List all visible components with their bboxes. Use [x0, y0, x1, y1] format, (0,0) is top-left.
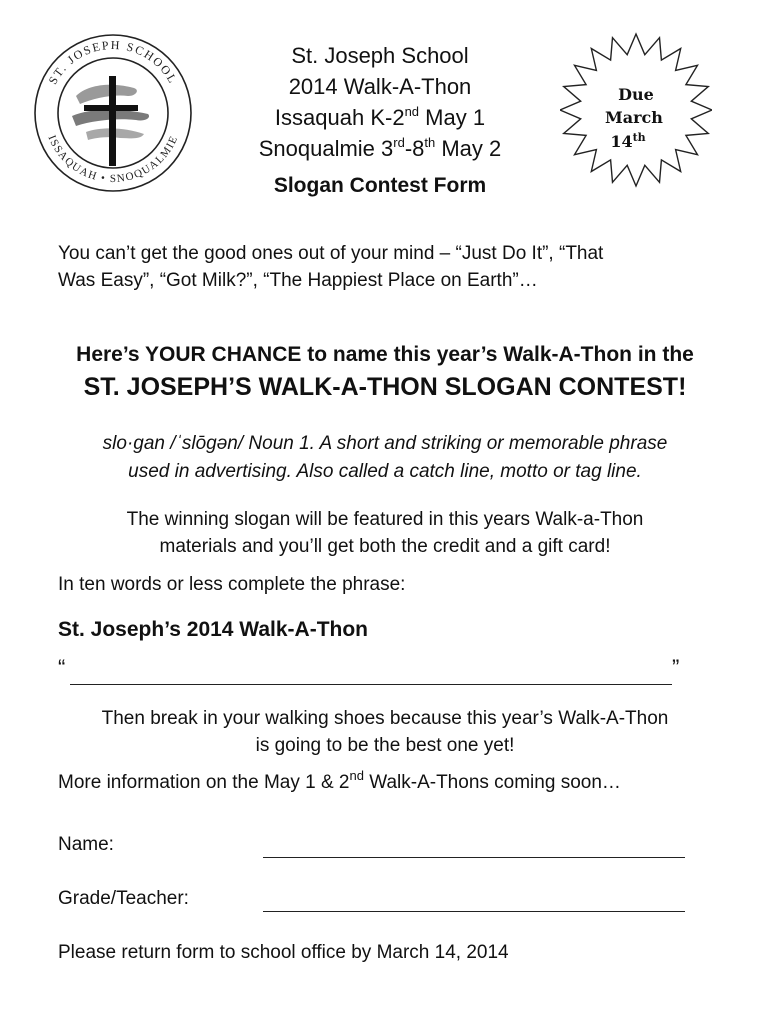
- prize-description: The winning slogan will be featured in this years Walk-a-Thon materials and you’ll get both the credit and a gift card!: [126, 509, 644, 557]
- more-info-text: More information on the May 1 & 2nd Walk-A-Thons coming soon…: [58, 767, 621, 793]
- open-quote: “: [58, 655, 66, 680]
- seal-bottom-text: ISSAQUAH • SNOQUALMIE: [45, 133, 181, 186]
- return-instructions: Please return form to school office by March 14, 2014: [58, 942, 509, 963]
- issaquah-date: Issaquah K-2nd May 1: [274, 103, 486, 130]
- school-name: St. Joseph School: [291, 43, 469, 68]
- contest-heading-line2: ST. JOSEPH’S WALK-A-THON SLOGAN CONTEST!: [83, 373, 687, 401]
- contest-heading: [30, 340, 740, 404]
- intro-paragraph: You can’t get the good ones out of your mind – “Just Do It”, “That Was Easy”, “Got Milk?”, “The Happiest Place on Earth”…: [58, 243, 604, 291]
- header-block: [200, 40, 560, 164]
- due-day: 14th: [610, 131, 646, 151]
- instruction-text: In ten words or less complete the phrase:: [58, 574, 406, 595]
- school-seal-logo: [32, 32, 194, 194]
- contest-heading-line1: Here’s YOUR CHANCE to name this year’s Walk-A-Thon in the: [76, 343, 694, 366]
- grade-teacher-label: Grade/Teacher:: [58, 888, 189, 909]
- close-quote: ”: [672, 655, 680, 680]
- name-field[interactable]: [263, 857, 685, 858]
- closing-paragraph: Then break in your walking shoes because this year’s Walk-A-Thon is going to be the best one yet!: [101, 708, 669, 756]
- due-month: March: [605, 108, 663, 127]
- seal-top-text: ST. JOSEPH SCHOOL: [45, 37, 181, 87]
- event-name: 2014 Walk-A-Thon: [288, 74, 472, 99]
- due-date-starburst: [560, 30, 712, 190]
- name-label: Name:: [58, 834, 114, 855]
- due-label: Due: [618, 85, 654, 104]
- form-title: Slogan Contest Form: [273, 174, 487, 197]
- phrase-heading: St. Joseph’s 2014 Walk-A-Thon: [58, 618, 369, 641]
- slogan-definition: slo·gan /ˈslōgən/ Noun 1. A short and striking or memorable phrase used in advertising. Also called a catch line, motto or tag line.: [102, 433, 668, 482]
- slogan-entry-line[interactable]: [70, 684, 672, 685]
- grade-teacher-field[interactable]: [263, 911, 685, 912]
- snoqualmie-date: Snoqualmie 3rd-8th May 2: [258, 134, 502, 161]
